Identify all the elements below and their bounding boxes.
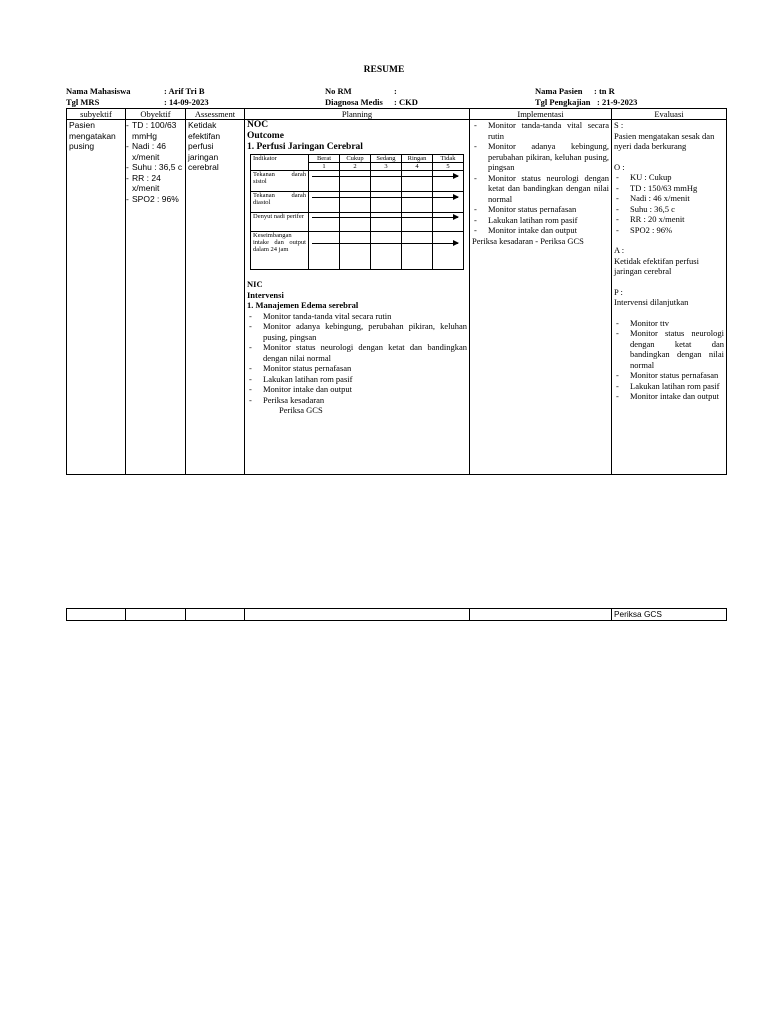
mahasiswa-value: : Arif Tri B <box>164 86 205 96</box>
implementasi-item: - Lakukan latihan rom pasif <box>472 215 609 226</box>
indicator-header-row <box>251 155 464 163</box>
planning-action: - Monitor adanya kebingung, perubahan pikiran, keluhan pusing, pingsan <box>247 321 467 342</box>
evaluasi-o-list <box>614 172 724 235</box>
evaluasi-o-item: - KU : Cukup <box>614 172 724 183</box>
nic-title: NIC <box>247 279 263 289</box>
indicator-arrow-cell <box>309 232 340 270</box>
arrow-icon <box>312 197 458 198</box>
arrow-icon <box>312 243 458 244</box>
pasien-value: : tn R <box>594 86 615 96</box>
implementasi-item: - Monitor intake dan output <box>472 225 609 236</box>
indicator-header-label: Indikator <box>251 155 309 171</box>
mrs-value: : 14-09-2023 <box>164 97 209 107</box>
evaluasi-o-item: - TD : 150/63 mmHg <box>614 183 724 194</box>
document-title: RESUME <box>363 65 405 75</box>
level-label: Sedang <box>371 155 402 163</box>
level-label: Cukup <box>340 155 371 163</box>
level-number: 2 <box>340 163 371 171</box>
obyektif-item: - TD : 100/63 mmHg <box>126 120 183 141</box>
mahasiswa-label: Nama Mahasiswa <box>66 86 131 96</box>
obyektif-item: - Nadi : 46 x/menit <box>126 141 183 162</box>
evaluasi-s-text: Pasien mengatakan sesak dan nyeri dada berkurang <box>614 130 715 151</box>
col-implementasi: Implementasi <box>470 109 612 120</box>
implementasi-item: - Monitor status pernafasan <box>472 204 609 215</box>
diagnosa-value: : CKD <box>394 97 418 107</box>
implementasi-item: - Monitor tanda-tanda vital secara rutin <box>472 120 609 141</box>
planning-action: - Lakukan latihan rom pasif <box>247 374 467 385</box>
indicator-table <box>250 154 464 270</box>
planning-action: - Monitor status pernafasan <box>247 363 467 374</box>
indicator-row <box>251 232 464 270</box>
planning-action: - Monitor tanda-tanda vital secara rutin <box>247 311 467 322</box>
continued-text: Periksa GCS <box>612 609 727 621</box>
evaluasi-a-text: Ketidak efektifan perfusi jaringan cerebral <box>614 255 699 276</box>
obyektif-item: - RR : 24 x/menit <box>126 173 183 194</box>
indicator-row <box>251 171 464 192</box>
assessment-text: Ketidak efektifan perfusi jaringan cerebral <box>188 120 221 172</box>
evaluasi-p-item: - Lakukan latihan rom pasif <box>614 381 724 392</box>
subyektif-text: Pasien mengatakan pusing <box>69 120 116 151</box>
planning-action: - Monitor intake dan output <box>247 384 467 395</box>
indicator-arrow-cell <box>309 192 340 213</box>
pengkajian-value: : 21-9-2023 <box>597 97 638 107</box>
evaluasi-o-item: - SPO2 : 96% <box>614 225 724 236</box>
arrow-icon <box>312 176 458 177</box>
implementasi-list <box>472 120 609 236</box>
rm-value: : <box>394 86 397 96</box>
col-obyektif: Obyektif <box>126 109 186 120</box>
evaluasi-o-item: - Suhu : 36,5 c <box>614 204 724 215</box>
planning-actions <box>247 311 467 406</box>
level-number: 4 <box>402 163 433 171</box>
outcome-title: Outcome <box>247 131 284 141</box>
indicator-row <box>251 192 464 213</box>
col-planning: Planning <box>245 109 470 120</box>
evaluasi-p-list <box>614 318 724 402</box>
intervensi-item: 1. Manajemen Edema serebral <box>247 300 359 310</box>
indicator-label: Denyut nadi perifer <box>251 213 309 232</box>
mrs-label: Tgl MRS <box>66 97 100 107</box>
implementasi-item: - Monitor adanya kebingung, perubahan pikiran, keluhan pusing, pingsan <box>472 141 609 173</box>
evaluasi-p-item: - Monitor intake dan output <box>614 391 724 402</box>
evaluasi-p-label: P : <box>614 286 623 297</box>
obyektif-list <box>126 120 183 204</box>
implementasi-item: - Monitor status neurologi dengan ketat dan bandingkan dengan nilai normal <box>472 173 609 205</box>
indicator-label: Tekanan darah sistol <box>251 171 309 192</box>
level-label: Berat <box>309 155 340 163</box>
planning-action: - Periksa kesadaran <box>247 395 467 406</box>
evaluasi-p-item: - Monitor ttv <box>614 318 724 329</box>
evaluasi-o-label: O : <box>614 161 625 172</box>
column-header-row <box>67 109 727 120</box>
col-subyektif: subyektif <box>67 109 126 120</box>
content-row <box>67 120 727 475</box>
indicator-label: Tekanan darah diastol <box>251 192 309 213</box>
pengkajian-label: Tgl Pengkajian <box>535 97 591 107</box>
evaluasi-o-item: - RR : 20 x/menit <box>614 214 724 225</box>
obyektif-item: - Suhu : 36,5 c <box>126 162 183 173</box>
pasien-label: Nama Pasien <box>535 86 583 96</box>
evaluasi-a-label: A : <box>614 245 625 255</box>
intervensi-title: Intervensi <box>247 289 284 300</box>
evaluasi-p-text: Intervensi dilanjutkan <box>614 297 689 307</box>
planning-cell <box>245 120 470 475</box>
implementasi-cell <box>470 120 612 475</box>
diagnosa-label: Diagnosa Medis <box>325 97 383 107</box>
col-evaluasi: Evaluasi <box>612 109 727 120</box>
resume-table <box>66 108 727 475</box>
obyektif-item: - SPO2 : 96% <box>126 194 183 205</box>
evaluasi-cell <box>612 120 727 475</box>
level-label: Tidak <box>433 155 464 163</box>
indicator-label: Keseimbangan intake dan output dalam 24 jam <box>251 232 309 270</box>
level-number: 1 <box>309 163 340 171</box>
noc-title: NOC <box>247 120 269 130</box>
obyektif-cell <box>126 120 186 475</box>
indicator-arrow-cell <box>309 171 340 192</box>
continuation-row <box>67 609 727 621</box>
evaluasi-s-label: S : <box>614 120 624 130</box>
outcome-item: 1. Perfusi Jaringan Cerebral <box>247 142 363 152</box>
implementasi-tail: Periksa kesadaran - Periksa GCS <box>472 235 584 246</box>
indicator-arrow-cell <box>309 213 340 232</box>
assessment-cell <box>186 120 245 475</box>
level-label: Ringan <box>402 155 433 163</box>
indicator-row <box>251 213 464 232</box>
evaluasi-p-item: - Monitor status neurologi dengan ketat dan bandingkan dengan nilai normal <box>614 328 724 370</box>
rm-label: No RM <box>325 86 352 96</box>
level-number: 3 <box>371 163 402 171</box>
evaluasi-o-item: - Nadi : 46 x/menit <box>614 193 724 204</box>
planning-action: - Monitor status neurologi dengan ketat dan bandingkan dengan nilai normal <box>247 342 467 363</box>
planning-gcs: Periksa GCS <box>279 405 323 415</box>
level-number: 5 <box>433 163 464 171</box>
evaluasi-p-item: - Monitor status pernafasan <box>614 370 724 381</box>
subyektif-cell <box>67 120 126 475</box>
arrow-icon <box>312 217 458 218</box>
col-assessment: Assessment <box>186 109 245 120</box>
continuation-table <box>66 608 727 621</box>
